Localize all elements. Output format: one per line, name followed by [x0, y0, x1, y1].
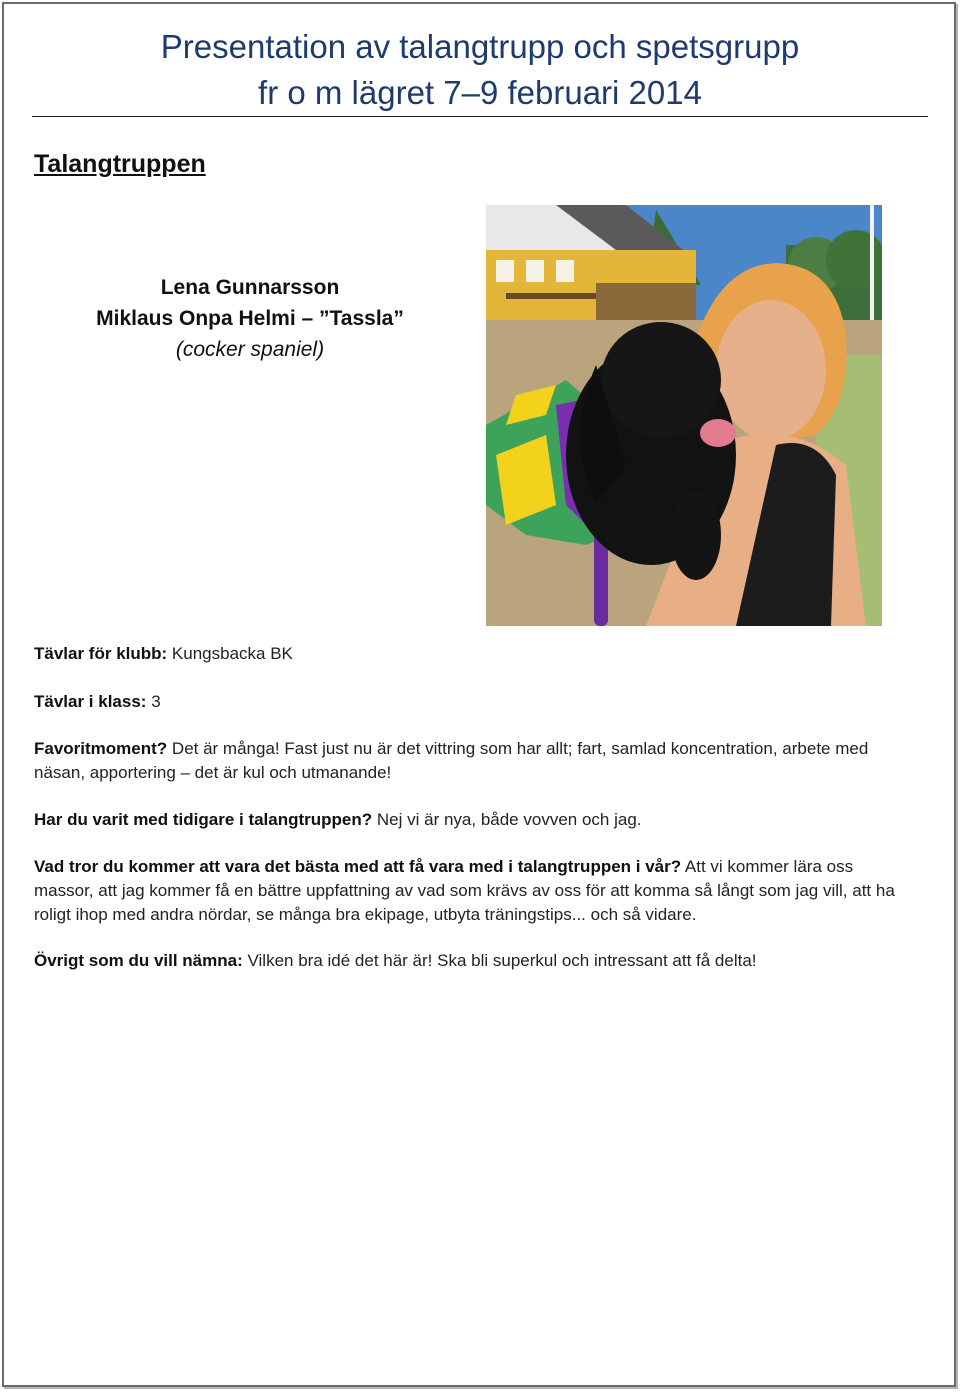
- answer-text: Att vi kommer lära oss massor, att jag kommer få en bättre uppfattning av vad som krävs av oss för att komma så långt som jag vill, att ha roligt ihop med andra nördar, se många bra ekipage, utbyta träningstips... och så vidare.: [34, 857, 895, 924]
- answer-text: Det är många! Fast just nu är det vittring som har allt; fart, samlad koncentration, arbete med näsan, apportering – det är kul och utmanande!: [34, 739, 869, 782]
- qa-class: [34, 690, 914, 714]
- qa-other: [34, 949, 914, 973]
- page-title: [0, 24, 960, 116]
- title-line-1: Presentation av talangtrupp och spetsgrupp: [160, 28, 800, 65]
- title-divider: [32, 116, 928, 117]
- qa-club: [34, 642, 914, 666]
- answer-text: Vilken bra idé det här är! Ska bli superkul och intressant att få delta!: [242, 951, 757, 970]
- question-label: Har du varit med tidigare i talangtruppen?: [34, 810, 373, 829]
- section-heading: Talangtruppen: [34, 150, 206, 178]
- question-label: Vad tror du kommer att vara det bästa med att få vara med i talangtruppen i vår?: [34, 857, 682, 876]
- profile-names: [60, 272, 440, 365]
- answer-text: 3: [146, 692, 161, 711]
- qa-best: [34, 855, 914, 927]
- handler-dog-photo: [486, 205, 882, 626]
- dog-name: Miklaus Onpa Helmi – ”Tassla”: [96, 307, 404, 330]
- title-line-2: fr o m lägret 7–9 februari 2014: [258, 74, 702, 111]
- dog-breed: (cocker spaniel): [175, 338, 325, 361]
- qa-favorite: [34, 737, 914, 785]
- question-label: Övrigt som du vill nämna:: [34, 951, 243, 970]
- answer-text: Nej vi är nya, både vovven och jag.: [372, 810, 642, 829]
- answer-text: Kungsbacka BK: [167, 644, 293, 663]
- question-label: Favoritmoment?: [34, 739, 168, 758]
- qa-previous: [34, 808, 914, 832]
- question-label: Tävlar i klass:: [34, 692, 147, 711]
- question-label: Tävlar för klubb:: [34, 644, 168, 663]
- handler-name: Lena Gunnarsson: [160, 276, 340, 299]
